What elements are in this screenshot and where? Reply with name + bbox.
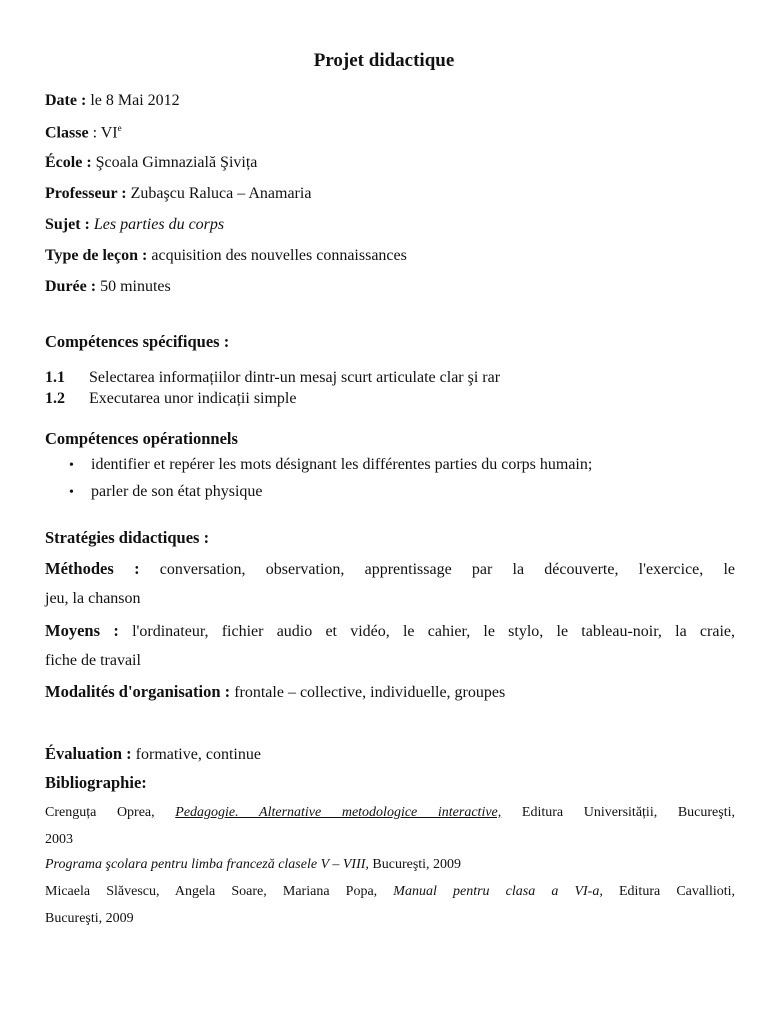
bullet-list-item	[69, 483, 263, 501]
bullet-icon: •	[69, 458, 74, 473]
competence-item	[45, 390, 296, 408]
competence-number: 1.1	[45, 369, 65, 386]
methodes-continuation: jeu, la chanson	[45, 590, 141, 607]
professeur-label: Professeur :	[45, 185, 127, 202]
evaluation-line	[45, 744, 261, 764]
bibliography-entry-2	[45, 857, 461, 873]
classe-superscript: e	[117, 123, 122, 133]
bib-publisher: Editura Universității, Bucureşti,	[521, 805, 735, 820]
date-label: Date :	[45, 92, 87, 109]
moyens-text: l'ordinateur, fichier audio et vidéo, le cahier, le stylo, le tableau-noir, la craie,	[132, 623, 735, 640]
classe-line	[45, 123, 122, 142]
competences-operationnelles-heading: Compétences opérationnels	[45, 429, 238, 448]
date-value: le 8 Mai 2012	[86, 92, 180, 109]
bib-publisher: Editura Cavallioti,	[618, 884, 736, 899]
ecole-label: École :	[45, 154, 92, 171]
duree-label: Durée :	[45, 278, 97, 295]
bib-year: 2003	[45, 832, 73, 847]
ecole-line	[45, 154, 257, 172]
type-lecon-line	[45, 247, 407, 265]
bibliography-entry-3	[45, 884, 735, 900]
evaluation-label: Évaluation :	[45, 744, 132, 763]
bullet-text: parler de son état physique	[91, 483, 263, 500]
modalites-line	[45, 682, 505, 702]
sujet-value: Les parties du corps	[93, 216, 225, 233]
modalites-label: Modalités d'organisation :	[45, 682, 231, 701]
duree-value: 50 minutes	[96, 278, 171, 295]
bullet-icon: •	[69, 485, 74, 500]
sujet-line	[45, 216, 224, 234]
methodes-text: conversation, observation, apprentissage par la découverte, l'exercice, le	[159, 561, 736, 578]
methodes-line	[45, 559, 735, 579]
professeur-value: Zubaşcu Raluca – Anamaria	[126, 185, 312, 202]
duree-line	[45, 278, 171, 296]
bib-author: Crenguța Oprea,	[45, 805, 155, 820]
methodes-label: Méthodes :	[45, 559, 140, 578]
competence-text: Executarea unor indicații simple	[89, 390, 297, 407]
classe-value: : VI	[88, 124, 118, 142]
type-lecon-label: Type de leçon :	[45, 247, 148, 264]
ecole-value: Şcoala Gimnazială Şivița	[91, 154, 258, 171]
document-title: Projet didactique	[313, 50, 455, 71]
moyens-line	[45, 621, 735, 641]
strategies-heading: Stratégies didactiques :	[45, 528, 210, 547]
sujet-label: Sujet :	[45, 216, 90, 233]
bib-author: Micaela Slăvescu, Angela Soare, Mariana Popa,	[45, 884, 378, 899]
bibliographie-heading: Bibliographie:	[45, 773, 147, 792]
competences-specifiques-heading: Compétences spécifiques :	[45, 332, 230, 351]
competence-text: Selectarea informațiilor dintr-un mesaj scurt articulate clar şi rar	[89, 369, 501, 386]
bibliography-entry-1	[45, 805, 735, 821]
bib-title: Pedagogie. Alternative metodologice interactive,	[175, 805, 502, 820]
bullet-text: identifier et repérer les mots désignant les différentes parties du corps humain;	[91, 456, 593, 473]
moyens-continuation: fiche de travail	[45, 652, 141, 669]
bib-title: Programa şcolara pentru limba franceză clasele V – VIII,	[45, 857, 369, 872]
professeur-line	[45, 185, 311, 203]
bib-title: Manual pentru clasa a VI-a,	[393, 884, 603, 899]
competence-number: 1.2	[45, 390, 65, 407]
bib-publisher: Bucureşti, 2009	[368, 857, 462, 872]
date-line	[45, 92, 180, 110]
competence-item	[45, 369, 500, 387]
bullet-list-item	[69, 456, 592, 474]
bib-location-year: Bucureşti, 2009	[45, 911, 134, 926]
moyens-label: Moyens :	[45, 621, 119, 640]
evaluation-value: formative, continue	[131, 746, 261, 763]
modalites-value: frontale – collective, individuelle, groupes	[230, 684, 506, 701]
classe-label: Classe	[45, 124, 89, 142]
type-lecon-value: acquisition des nouvelles connaissances	[147, 247, 407, 264]
